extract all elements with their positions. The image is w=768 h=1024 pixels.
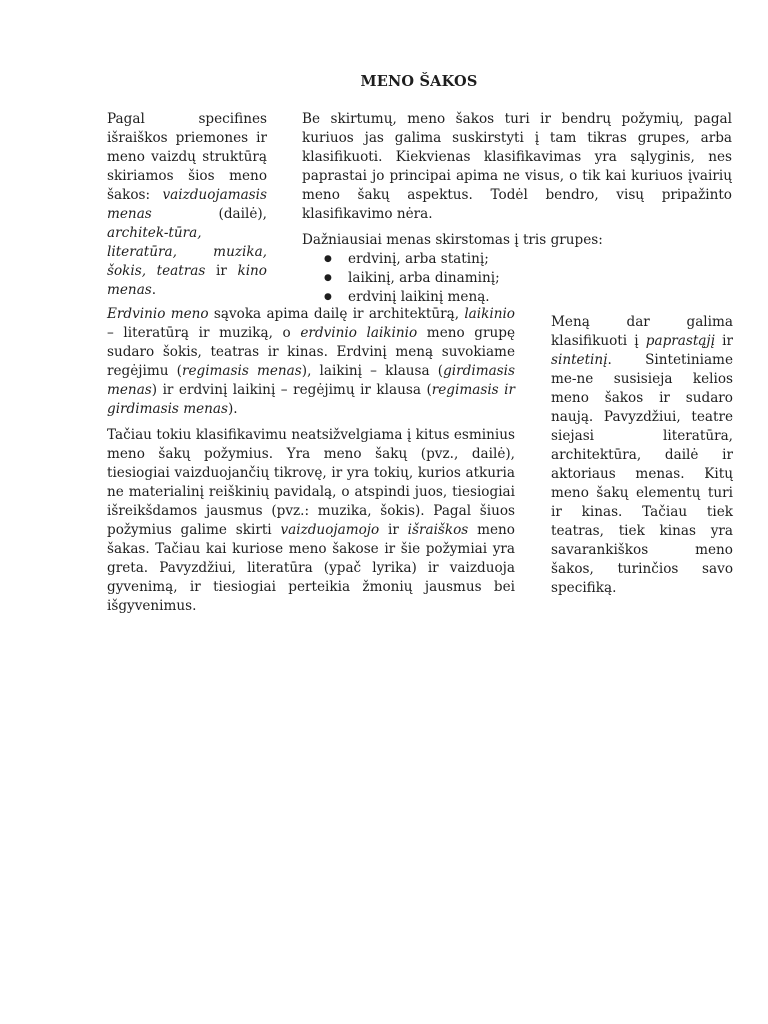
page-title: MENO ŠAKOS bbox=[360, 73, 478, 90]
text-run: meno šakas. Tačiau kai kuriose meno šakose ir šie požymiai yra greta. Pavyzdžiui, literatūra (ypač lyrika) ir vaizduoja gyvenimą, ir tiesiogiai perteikia žmonių jausmus bei išgyvenimus. bbox=[107, 522, 515, 614]
text-run: . bbox=[151, 282, 157, 298]
text-run: meno grupę sudaro šokis, teatras ir kinas. Erdvinį meną suvokiame regėjimu ( bbox=[107, 325, 515, 379]
italic-term: paprastąjį bbox=[645, 333, 715, 349]
side-paragraph bbox=[551, 313, 733, 598]
italic-term: Erdvinio meno bbox=[107, 306, 209, 322]
text-run: (dailė), bbox=[151, 206, 267, 222]
italic-term: laikinio bbox=[464, 306, 515, 322]
main-paragraph-2 bbox=[107, 426, 515, 616]
italic-term: girdimasis menas bbox=[107, 363, 515, 398]
italic-term: regimasis menas bbox=[181, 363, 302, 379]
right-intro-column bbox=[302, 110, 732, 307]
text-run: ) ir erdvinį laikinį – regėjimų ir klausa ( bbox=[151, 382, 432, 398]
text-run: . Sintetiniame me-ne susisieja kelios meno šakos ir sudaro naują. Pavyzdžiui, teatre siejasi literatūra, architektūra, dailė ir aktoriaus menas. Kitų meno šakų elementų turi ir kinas. Tačiau tiek teatras, tiek kinas yra savarankiškos meno šakos, turinčios savo specifiką. bbox=[551, 352, 733, 596]
text-run: sąvoka apima dailę ir architektūrą, bbox=[208, 306, 465, 322]
italic-term: vaizduojamojo bbox=[280, 522, 380, 538]
groups-bullet-list bbox=[302, 250, 732, 307]
text-run: ir bbox=[714, 333, 734, 349]
italic-term: vaizduojamasis menas bbox=[107, 187, 267, 222]
italic-term: erdvinio laikinio bbox=[300, 325, 418, 341]
side-text-column bbox=[551, 313, 733, 598]
left-intro-paragraph bbox=[107, 110, 267, 300]
italic-term: architek-tūra, literatūra, muzika, šokis, teatras bbox=[107, 225, 267, 279]
intro-paragraph: Be skirtumų, meno šakos turi ir bendrų požymių, pagal kuriuos jas galima suskirstyti į tam tikras grupes, arba klasifikuoti. Kiekvienas klasifikavimas yra sąlyginis, nes paprastai jo principai apima ne visus, o tik kai kuriuos įvairių meno šakų aspektus. Todėl bendro, visų pripažinto klasifikavimo nėra. bbox=[302, 111, 732, 222]
bullet-item: ● erdvinį laikinį meną. bbox=[324, 288, 732, 307]
bullet-item: ● laikinį, arba dinaminį; bbox=[324, 269, 732, 288]
bullet-item: ● erdvinį, arba statinį; bbox=[324, 250, 732, 269]
text-run: Pagal specifines išraiškos priemones ir meno vaizdų struktūrą skiriamos šios meno šakos: bbox=[107, 111, 267, 203]
text-run: ir bbox=[205, 263, 238, 279]
groups-lead-paragraph: Dažniausiai menas skirstomas į tris grupes: bbox=[302, 232, 603, 248]
italic-term: kino menas bbox=[107, 263, 267, 298]
text-run: ). bbox=[227, 401, 238, 417]
main-paragraph-1 bbox=[107, 305, 515, 419]
italic-term: išraiškos bbox=[407, 522, 469, 538]
text-run: Meną dar galima klasifikuoti į bbox=[551, 314, 733, 349]
text-run: Tačiau tokiu klasifikavimu neatsižvelgiama į kitus esminius meno šakų požymius. Yra meno šakų (pvz., dailė), tiesiogiai vaizduojančių tikrovę, ir yra tokių, kurios atkuria ne materialinį reiškinių pavidalą, o atspindi juos, tiesiogiai išreikšdamos jausmus (pvz.: muzika, šokis). Pagal šiuos požymius galime skirti bbox=[107, 427, 515, 538]
left-intro-column bbox=[107, 110, 267, 300]
text-run: ), laikinį – klausa ( bbox=[301, 363, 444, 379]
main-text-column bbox=[107, 305, 515, 616]
text-run: ir bbox=[379, 522, 408, 538]
italic-term: sintetinį bbox=[551, 352, 608, 368]
text-run: – literatūrą ir muziką, o bbox=[107, 325, 301, 341]
italic-term: regimasis ir girdimasis menas bbox=[107, 382, 515, 417]
